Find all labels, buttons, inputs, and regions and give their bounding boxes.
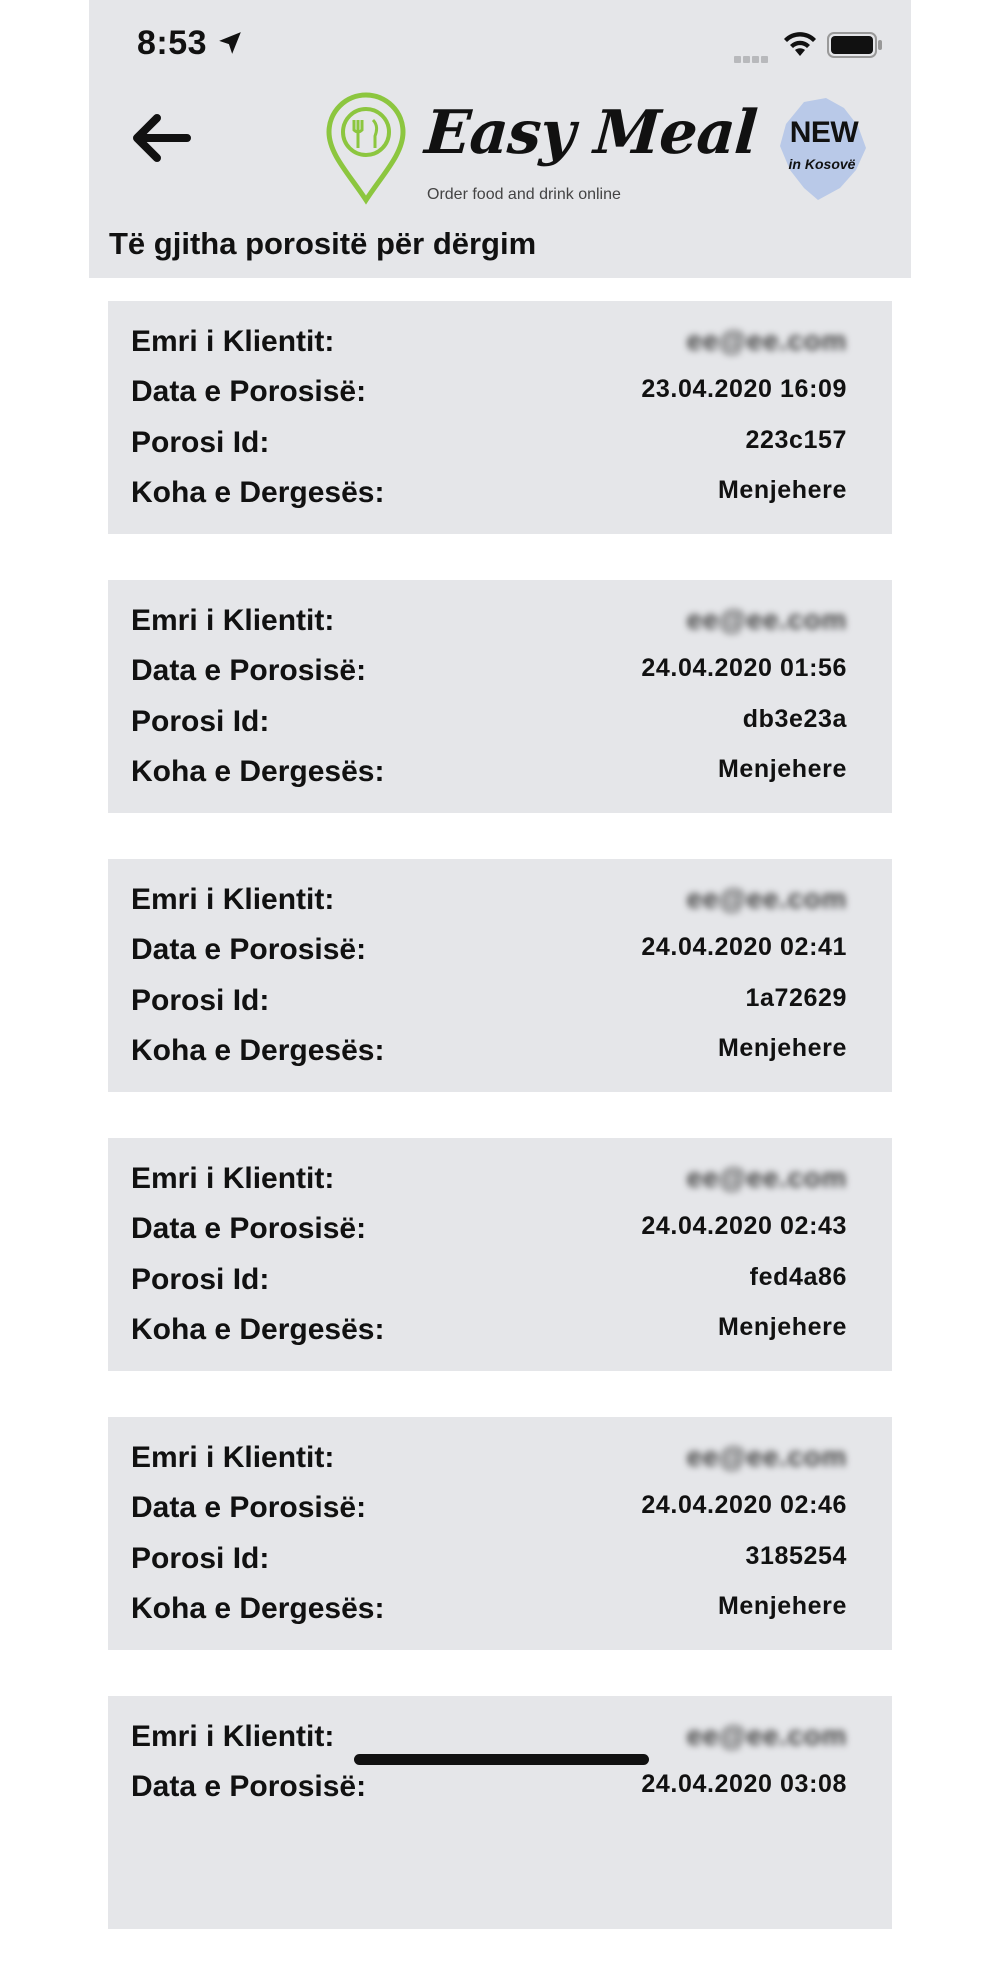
client-email-value: ee@ee.com <box>686 883 847 914</box>
order-id-value: 1a72629 <box>745 984 847 1012</box>
order-id-value: db3e23a <box>742 705 847 733</box>
delivery-time-value: Menjehere <box>717 476 847 504</box>
client-label: Emri i Klientit: <box>131 325 335 358</box>
delivery-time-value: Menjehere <box>717 1313 847 1341</box>
app-screen <box>89 0 911 1803</box>
order-card[interactable] <box>108 859 892 1092</box>
order-card[interactable] <box>108 1417 892 1650</box>
order-card[interactable] <box>108 580 892 813</box>
delivery-time-label: Koha e Dergesës: <box>131 1034 385 1067</box>
delivery-time-value: Menjehere <box>717 1592 847 1620</box>
battery-icon <box>827 32 883 58</box>
order-id-label: Porosi Id: <box>131 705 270 738</box>
order-date-label: Data e Porosisë: <box>131 1491 367 1524</box>
order-date-label: Data e Porosisë: <box>131 654 367 687</box>
new-badge-subtext: in Kosovë <box>788 156 856 172</box>
new-badge-text: NEW <box>789 116 859 149</box>
order-id-label: Porosi Id: <box>131 1263 270 1296</box>
order-date-label: Data e Porosisë: <box>131 1770 367 1803</box>
wifi-icon <box>782 30 818 58</box>
orders-list <box>108 301 892 1975</box>
delivery-time-label: Koha e Dergesës: <box>131 1592 385 1625</box>
brand-name: Easy Meal <box>422 98 759 168</box>
order-id-label: Porosi Id: <box>131 1542 270 1575</box>
order-id-label: Porosi Id: <box>131 426 270 459</box>
order-date-value: 24.04.2020 02:41 <box>641 933 847 961</box>
client-email-value: ee@ee.com <box>686 325 847 356</box>
order-date-value: 24.04.2020 01:56 <box>641 654 847 682</box>
order-card[interactable] <box>108 1696 892 1929</box>
delivery-time-value: Menjehere <box>717 1034 847 1062</box>
order-date-value: 23.04.2020 16:09 <box>641 375 847 403</box>
delivery-time-label: Koha e Dergesës: <box>131 1313 385 1346</box>
delivery-time-label: Koha e Dergesës: <box>131 755 385 788</box>
easy-meal-logo <box>325 92 759 210</box>
order-date-label: Data e Porosisë: <box>131 1212 367 1245</box>
client-label: Emri i Klientit: <box>131 604 335 637</box>
map-pin-fork-knife-icon <box>325 92 407 204</box>
status-time: 8:53 <box>137 24 208 62</box>
client-label: Emri i Klientit: <box>131 1720 335 1753</box>
order-date-label: Data e Porosisë: <box>131 933 367 966</box>
back-arrow-button[interactable] <box>125 108 195 168</box>
home-indicator[interactable] <box>354 1754 649 1765</box>
client-label: Emri i Klientit: <box>131 1162 335 1195</box>
client-label: Emri i Klientit: <box>131 1441 335 1474</box>
order-id-value: 223c157 <box>745 426 847 454</box>
client-label: Emri i Klientit: <box>131 883 335 916</box>
delivery-time-value: Menjehere <box>717 755 847 783</box>
page-title: Të gjitha porositë për dërgim <box>109 226 537 261</box>
order-date-value: 24.04.2020 02:43 <box>641 1212 847 1240</box>
top-bar <box>89 0 911 278</box>
cellular-signal-icon <box>734 50 774 58</box>
order-card[interactable] <box>108 301 892 534</box>
client-email-value: ee@ee.com <box>686 1441 847 1472</box>
location-arrow-icon <box>217 30 243 56</box>
order-id-value: fed4a86 <box>749 1263 847 1291</box>
order-date-value: 24.04.2020 02:46 <box>641 1491 847 1519</box>
order-date-label: Data e Porosisë: <box>131 375 367 408</box>
new-in-kosovo-badge <box>774 96 870 202</box>
order-date-value: 24.04.2020 03:08 <box>641 1770 847 1798</box>
order-id-label: Porosi Id: <box>131 984 270 1017</box>
brand-tagline: Order food and drink online <box>427 186 621 203</box>
client-email-value: ee@ee.com <box>686 1162 847 1193</box>
order-id-value: 3185254 <box>745 1542 847 1570</box>
order-card[interactable] <box>108 1138 892 1371</box>
delivery-time-label: Koha e Dergesës: <box>131 476 385 509</box>
client-email-value: ee@ee.com <box>686 1720 847 1751</box>
client-email-value: ee@ee.com <box>686 604 847 635</box>
